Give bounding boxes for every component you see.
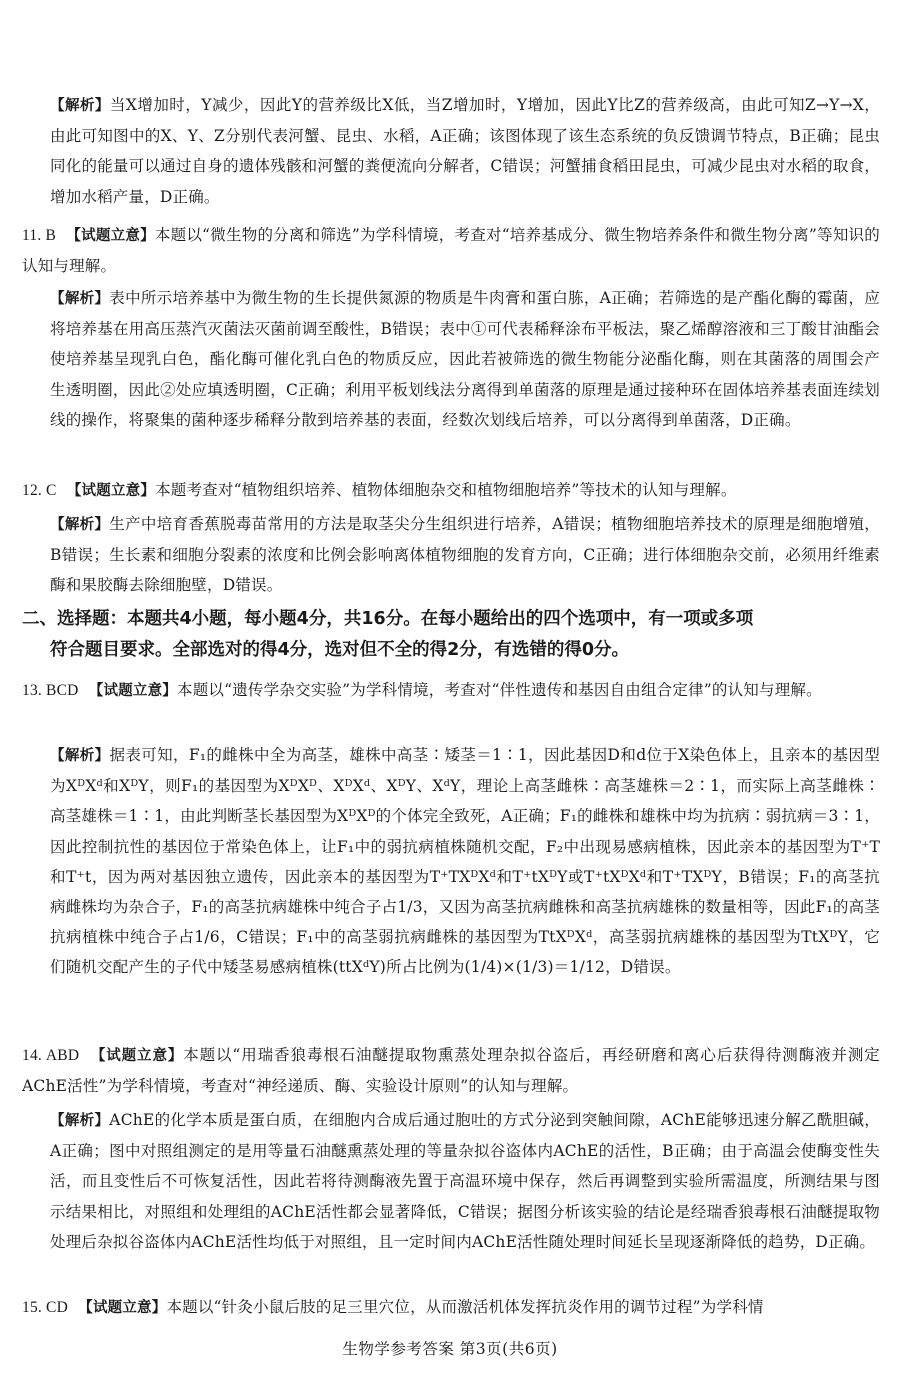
intent-text: 本题以“针灸小鼠后肢的足三里穴位，从而激活机体发挥抗炎作用的调节过程”为学科情 bbox=[166, 1298, 764, 1316]
q14-analysis bbox=[50, 1105, 880, 1257]
analysis-text: 据表可知，F₁的雌株中全为高茎，雄株中高茎∶矮茎＝1∶1，因此基因D和d位于X染色体上，且亲本的基因型为XᴰXᵈ和XᴰY，则F₁的基因型为XᴰXᴰ、XᴰXᵈ、XᴰY、XᵈY，理论上高茎雌株∶高茎雄株＝2∶1，而实际上高茎雌株∶高茎雄株＝1∶1，由此判断茎长基因型为XᴰXᴰ的个体完全致死，A正确；F₁的雌株和雄株中均为抗病∶弱抗病＝3∶1，因此控制抗性的基因位于常染色体上，让F₁中的弱抗病植株随机交配，F₂中出现易感病植株，因此亲本的基因型为T⁺T和T⁺t，因为两对基因独立遗传，因此亲本的基因型为T⁺TXᴰXᵈ和T⁺tXᴰY或T⁺tXᴰXᵈ和T⁺TXᴰY，B错误；F₁的高茎抗病雌株均为杂合子，F₁的高茎抗病雄株中纯合子占1/3，又因为高茎抗病雌株和高茎抗病雄株的数量相等，因此F₁的高茎抗病植株中纯合子占1/6，C错误；F₁中的高茎弱抗病雌株的基因型为TtXᴰXᵈ，高茎弱抗病雄株的基因型为TtXᴰY，它们随机交配产生的子代中矮茎易感病植株(ttXᵈY)所占比例为(1/4)×(1/3)＝1/12，D错误。 bbox=[50, 746, 880, 977]
analysis-tag: 【解析】 bbox=[50, 98, 110, 114]
question-number: 11. B bbox=[22, 227, 57, 244]
intent-tag: 【试题立意】 bbox=[88, 683, 177, 699]
analysis-text: 当X增加时，Y减少，因此Y的营养级比X低，当Z增加时，Y增加，因此Y比Z的营养级高，由此可知Z→Y→X，由此可知图中的X、Y、Z分别代表河蟹、昆虫、水稻，A正确；该图体现了该生态系统的负反馈调节特点，B正确；昆虫同化的能量可以通过自身的遗体残骸和河蟹的粪便流向分解者，C错误；河蟹捕食稻田昆虫，可减少昆虫对水稻的取食，增加水稻产量，D正确。 bbox=[50, 96, 881, 206]
intent-text: 本题以“微生物的分离和筛选”为学科情境，考查对“培养基成分、微生物培养条件和微生物分离”等知识的认知与理解。 bbox=[22, 226, 880, 276]
page-footer: 生物学参考答案 第3页(共6页) bbox=[342, 1340, 558, 1358]
q13-intent bbox=[22, 675, 880, 706]
q12-intent bbox=[22, 475, 880, 506]
analysis-tag: 【解析】 bbox=[50, 1113, 110, 1129]
intent-tag: 【试题立意】 bbox=[90, 1048, 184, 1064]
q13-analysis bbox=[50, 740, 880, 983]
question-number: 14. ABD bbox=[22, 1047, 80, 1064]
analysis-tag: 【解析】 bbox=[50, 748, 110, 764]
section-heading-line2: 符合题目要求。全部选对的得4分，选对但不全的得2分，有选错的得0分。 bbox=[50, 640, 630, 660]
intent-tag: 【试题立意】 bbox=[78, 1300, 167, 1316]
q10-analysis bbox=[50, 90, 880, 212]
q15-intent bbox=[22, 1292, 880, 1323]
intent-text: 本题以“用瑞香狼毒根石油醚提取物熏蒸处理杂拟谷盗后，再经研磨和离心后获得待测酶液并测定AChE活性”为学科情境，考查对“神经递质、酶、实验设计原则”的认知与理解。 bbox=[22, 1046, 880, 1096]
intent-tag: 【试题立意】 bbox=[66, 483, 156, 499]
q11-intent bbox=[22, 220, 880, 281]
intent-text: 本题以“遗传学杂交实验”为学科情境，考查对“伴性遗传和基因自由组合定律”的认知与理解。 bbox=[177, 681, 822, 699]
analysis-text: AChE的化学本质是蛋白质，在细胞内合成后通过胞吐的方式分泌到突触间隙，AChE能够迅速分解乙酰胆碱，A正确；图中对照组测定的是用等量石油醚熏蒸处理的等量杂拟谷盗体内AChE的活性，B正确；由于高温会使酶变性失活，而且变性后不可恢复活性，因此若将待测酶液先置于高温环境中保存，然后再调整到实验所需温度，所测结果与图示结果相比，对照组和处理组的AChE活性都会显著降低，C错误；据图分析该实验的结论是经瑞香狼毒根石油醚提取物处理后杂拟谷盗体内AChE活性均低于对照组，且一定时间内AChE活性随处理时间延长呈现逐渐降低的趋势，D正确。 bbox=[50, 1111, 881, 1251]
question-number: 12. C bbox=[22, 482, 57, 499]
q14-intent bbox=[22, 1040, 880, 1101]
intent-tag: 【试题立意】 bbox=[66, 228, 155, 244]
section-heading bbox=[22, 604, 880, 666]
analysis-tag: 【解析】 bbox=[50, 517, 110, 533]
question-number: 13. BCD bbox=[22, 682, 79, 699]
analysis-tag: 【解析】 bbox=[50, 291, 110, 307]
analysis-text: 表中所示培养基中为微生物的生长提供氮源的物质是牛肉膏和蛋白胨，A正确；若筛选的是产酯化酶的霉菌，应将培养基在用高压蒸汽灭菌法灭菌前调至酸性，B错误；表中①可代表稀释涂布平板法，聚乙烯醇溶液和三丁酸甘油酯会使培养基呈现乳白色，酯化酶可催化乳白色的物质反应，因此若被筛选的微生物能分泌酯化酶，则在其菌落的周围会产生透明圈，因此②处应填透明圈，C正确；利用平板划线法分离得到单菌落的原理是通过接种环在固体培养基表面连续划线的操作，将聚集的菌种逐步稀释分散到培养基的表面，经数次划线后培养，可以分离得到单菌落，D正确。 bbox=[50, 289, 880, 429]
question-number: 15. CD bbox=[22, 1299, 68, 1316]
section-heading-line1: 二、选择题：本题共4小题，每小题4分，共16分。在每小题给出的四个选项中，有一项或多项 bbox=[22, 609, 754, 629]
analysis-text: 生产中培育香蕉脱毒苗常用的方法是取茎尖分生组织进行培养，A错误；植物细胞培养技术的原理是细胞增殖，B错误；生长素和细胞分裂素的浓度和比例会影响离体植物细胞的发育方向，C正确；进行体细胞杂交前，必须用纤维素酶和果胶酶去除细胞壁，D错误。 bbox=[50, 515, 880, 595]
q12-analysis bbox=[50, 509, 880, 601]
intent-text: 本题考查对“植物组织培养、植物体细胞杂交和植物细胞培养”等技术的认知与理解。 bbox=[155, 481, 737, 499]
q11-analysis bbox=[50, 283, 880, 435]
